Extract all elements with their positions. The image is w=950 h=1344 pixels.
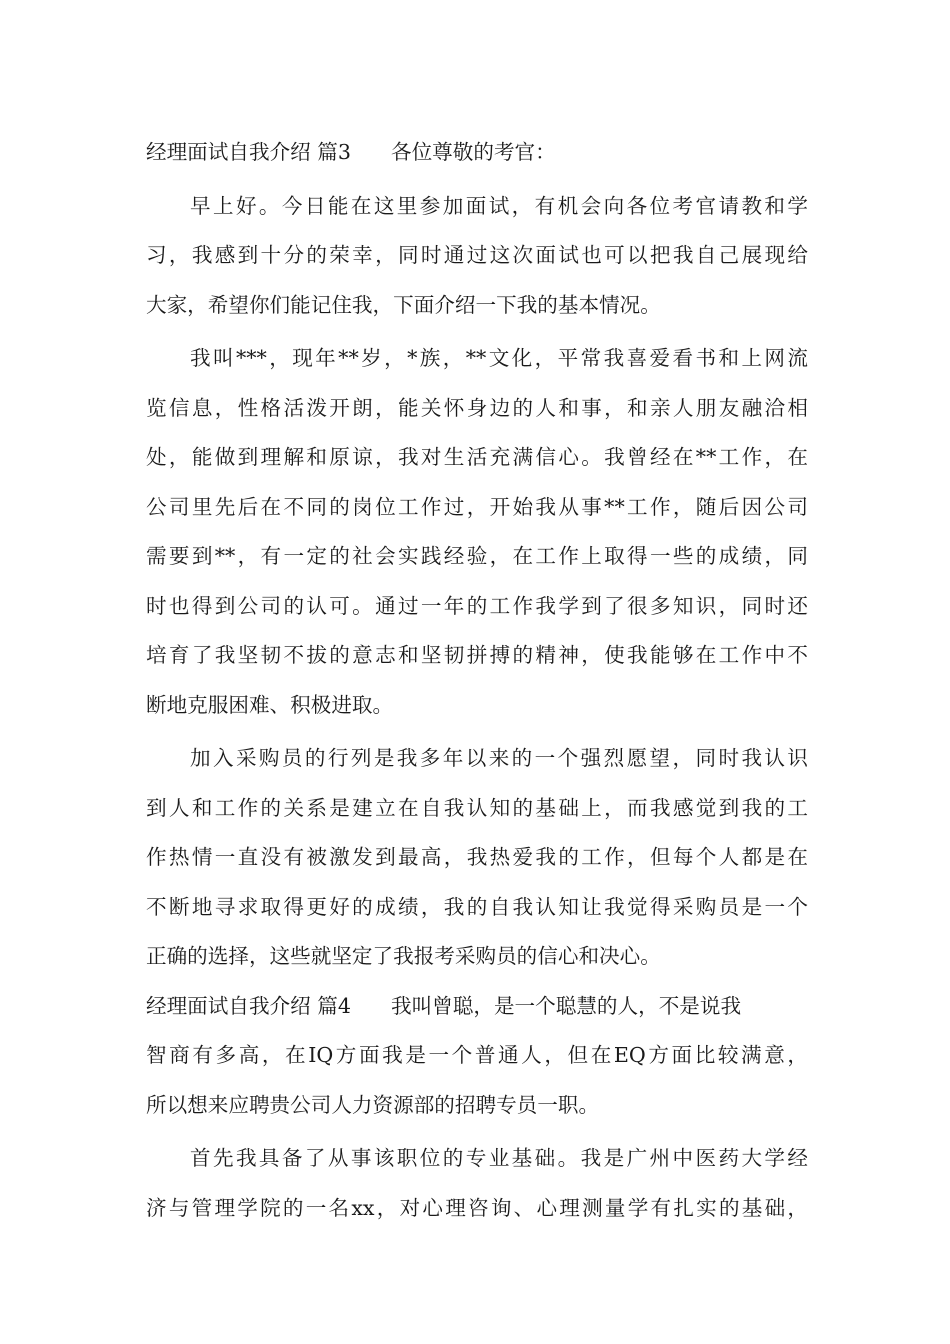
paragraph-line: 作热情一直没有被激发到最高，我热爱我的工作，但每个人都是在 — [146, 845, 808, 869]
paragraph-line: 公司里先后在不同的岗位工作过，开始我从事**工作，随后因公司 — [146, 494, 808, 519]
salutation: 各位尊敬的考官： — [391, 140, 556, 164]
paragraph-line: 大家，希望你们能记住我，下面介绍一下我的基本情况。 — [146, 292, 661, 317]
paragraph-line: 习，我感到十分的荣幸，同时通过这次面试也可以把我自己展现给 — [146, 243, 808, 267]
section-3-paragraph-1 — [146, 182, 808, 331]
paragraph-line: 培育了我坚韧不拔的意志和坚韧拼搏的精神，使我能够在工作中不 — [146, 643, 808, 667]
section-4-heading: 经理面试自我介绍 篇4 — [146, 993, 351, 1018]
paragraph-line: 不断地寻求取得更好的成绩，我的自我认知让我觉得采购员是一个 — [146, 894, 808, 919]
paragraph-line: 处，能做到理解和原谅，我对生活充满信心。我曾经在**工作，在 — [146, 445, 808, 469]
paragraph-line: 览信息，性格活泼开朗，能关怀身边的人和事，和亲人朋友融洽相 — [146, 395, 808, 420]
paragraph-line: 所以想来应聘贵公司人力资源部的招聘专员一职。 — [146, 1092, 600, 1117]
paragraph-line: 时也得到公司的认可。通过一年的工作我学到了很多知识，同时还 — [146, 593, 808, 618]
document-body — [146, 128, 808, 1233]
section-4-paragraph-1-start: 我叫曾聪，是一个聪慧的人，不是说我 — [391, 993, 742, 1018]
section-3-paragraph-2 — [146, 334, 808, 730]
paragraph-line: 济与管理学院的一名xx，对心理咨询、心理测量学有扎实的基础， — [146, 1195, 808, 1220]
paragraph-line: 首先我具备了从事该职位的专业基础。我是广州中医药大学经 — [190, 1146, 808, 1170]
paragraph-line: 到人和工作的关系是建立在自我认知的基础上，而我感觉到我的工 — [146, 795, 808, 820]
paragraph-line: 早上好。今日能在这里参加面试，有机会向各位考官请教和学 — [190, 193, 808, 218]
section-3-paragraph-3 — [146, 734, 808, 982]
section-4-heading-line — [146, 982, 808, 1032]
paragraph-line: 我叫***，现年**岁，*族，**文化，平常我喜爱看书和上网流 — [190, 346, 808, 370]
section-4-paragraph-1 — [146, 1031, 808, 1130]
paragraph-line: 需要到**，有一定的社会实践经验，在工作上取得一些的成绩，同 — [146, 544, 808, 568]
paragraph-line: 智商有多高，在IQ方面我是一个普通人，但在EQ方面比较满意， — [146, 1043, 808, 1067]
section-3-heading: 经理面试自我介绍 篇3 — [146, 140, 351, 164]
section-4-paragraph-2 — [146, 1134, 808, 1233]
paragraph-line: 断地克服困难、积极进取。 — [146, 692, 394, 717]
paragraph-line: 正确的选择，这些就坚定了我报考采购员的信心和决心。 — [146, 944, 661, 968]
section-3-heading-line — [146, 128, 808, 178]
paragraph-line: 加入采购员的行列是我多年以来的一个强烈愿望，同时我认识 — [190, 746, 808, 770]
